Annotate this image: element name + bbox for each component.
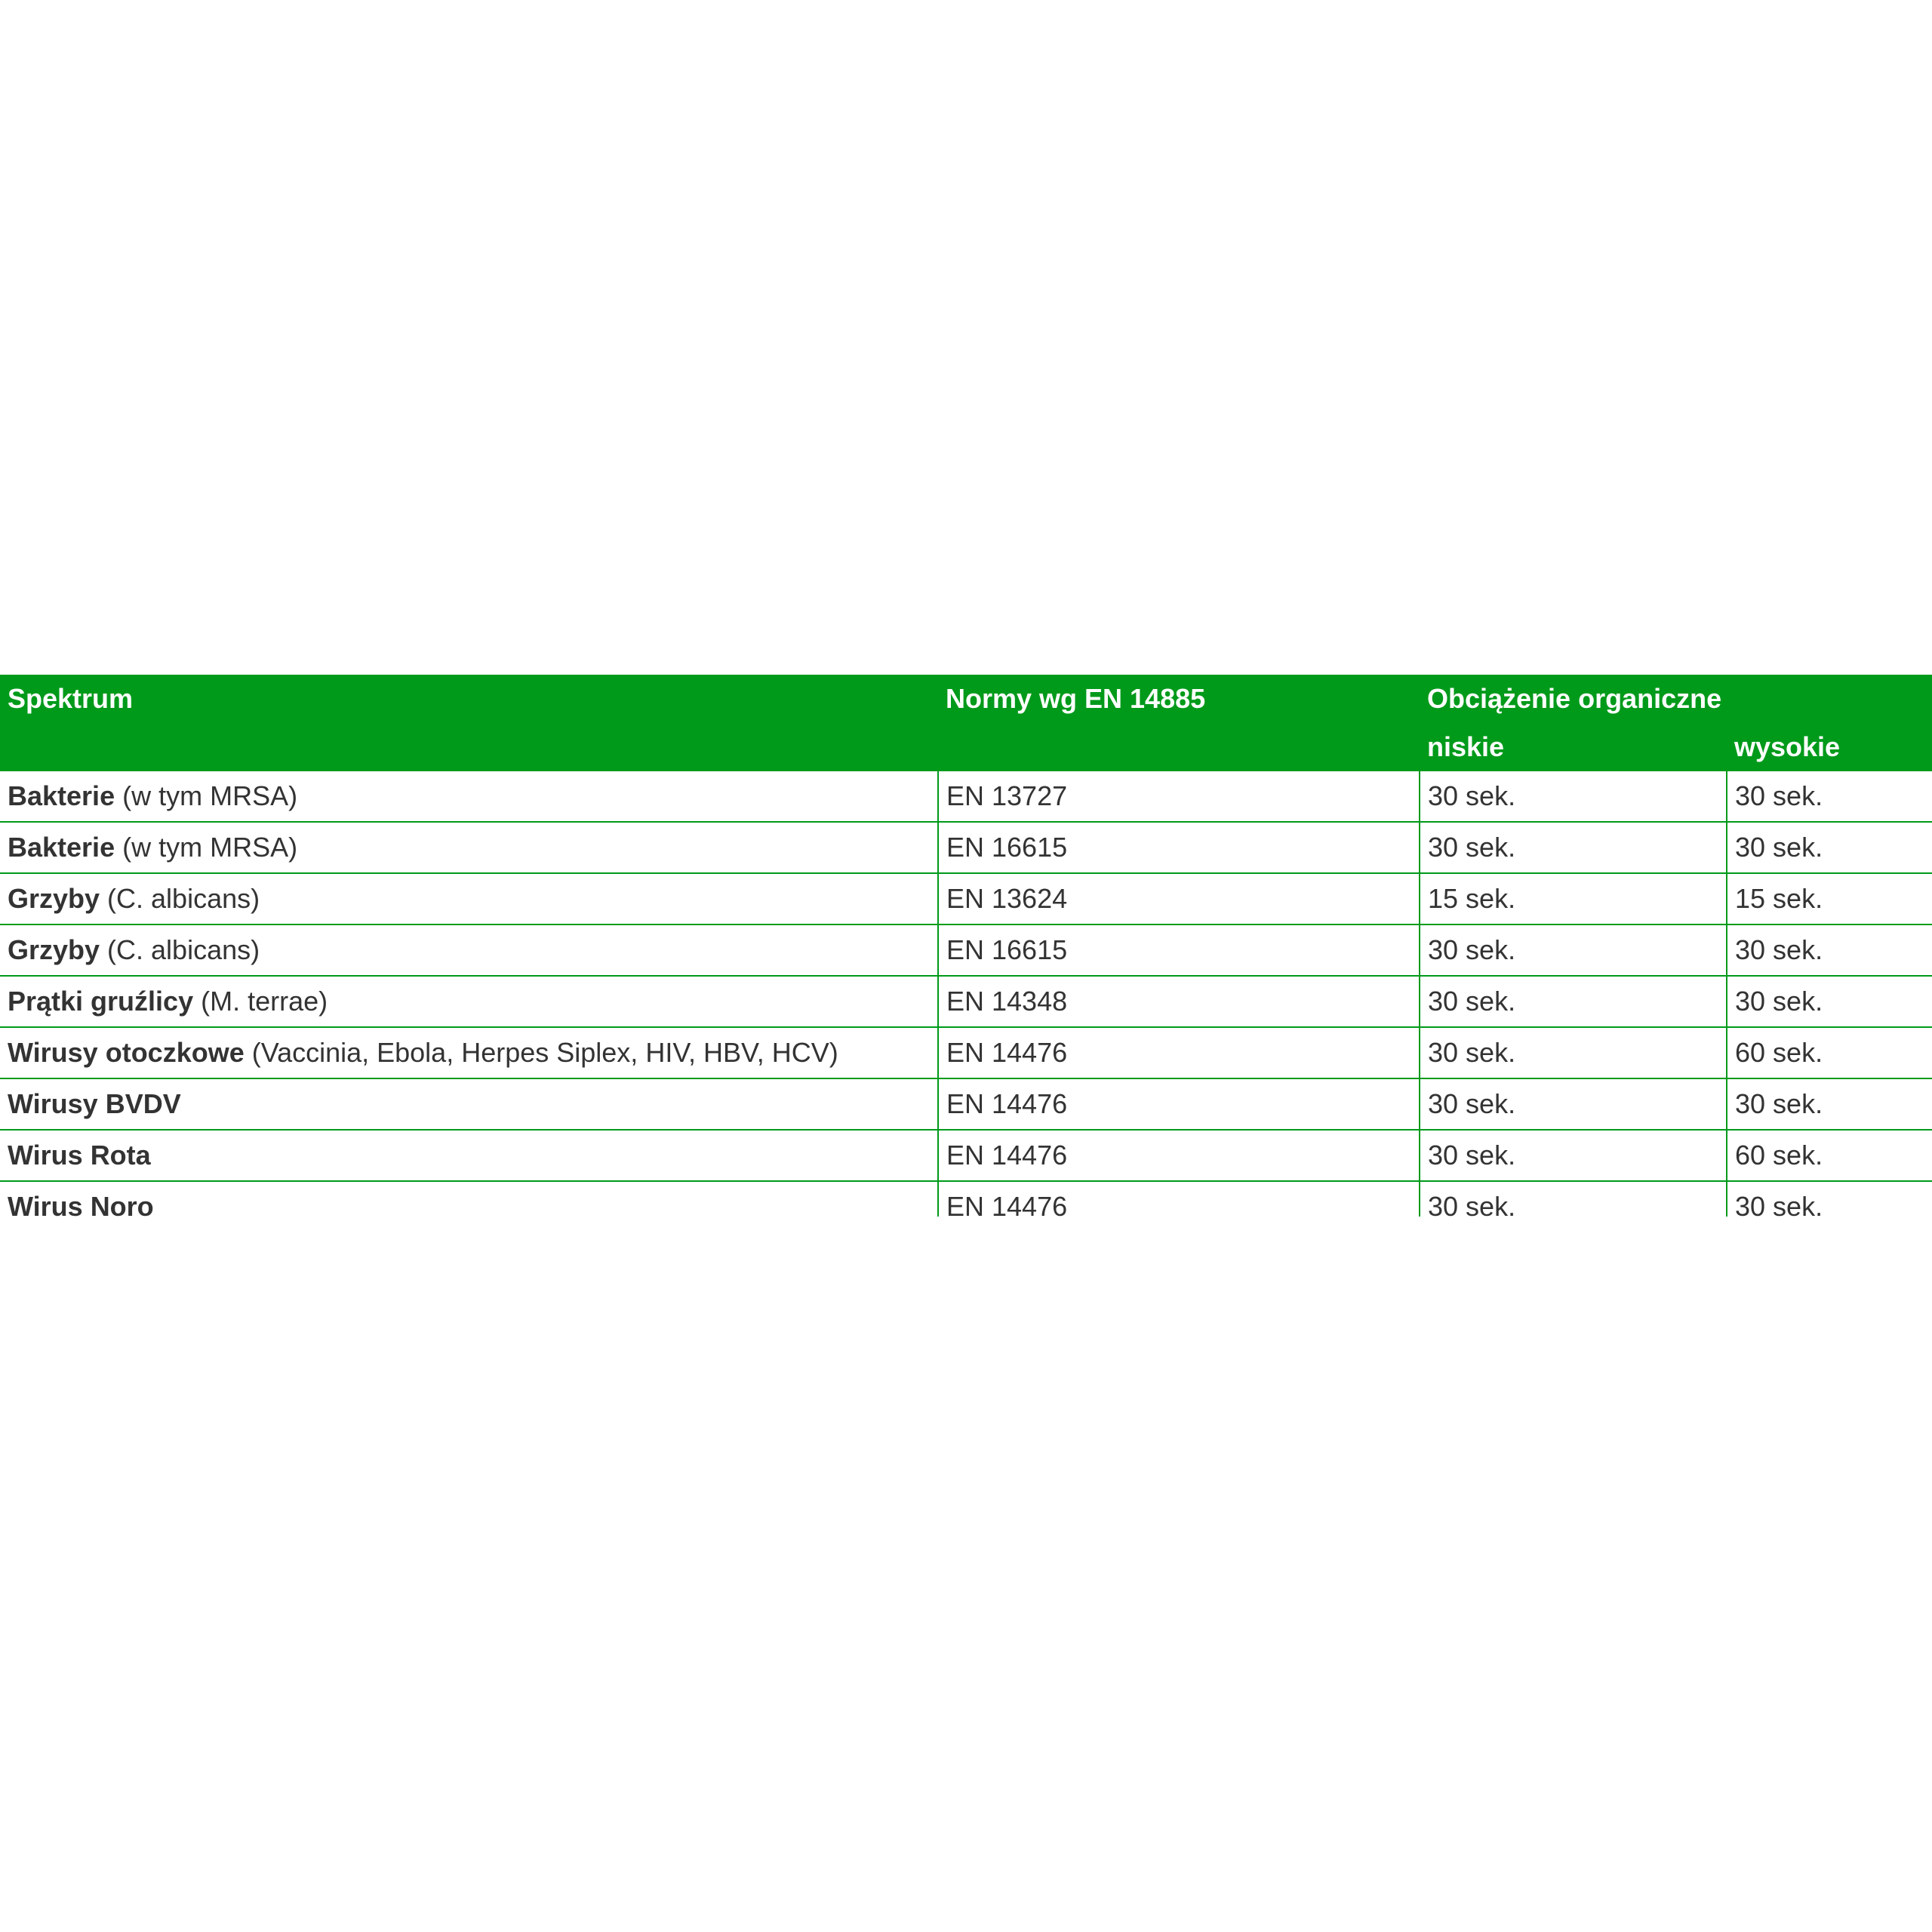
cell-low-load: 30 sek.	[1420, 924, 1727, 976]
table-row	[0, 822, 1932, 873]
cell-spektrum	[0, 873, 938, 924]
header-spacer-1	[0, 723, 938, 771]
cell-low-load: 15 sek.	[1420, 873, 1727, 924]
organism-name: Wirus Rota	[8, 1140, 151, 1171]
cell-norm: EN 13624	[938, 873, 1420, 924]
table-row	[0, 771, 1932, 822]
cell-high-load: 30 sek.	[1727, 924, 1932, 976]
cell-norm: EN 14476	[938, 1027, 1420, 1078]
organism-detail: (M. terrae)	[193, 986, 328, 1017]
header-niskie: niskie	[1420, 723, 1727, 771]
cell-spektrum	[0, 1130, 938, 1181]
table-body	[0, 771, 1932, 1217]
organism-detail: (w tym MRSA)	[115, 832, 298, 863]
organism-name: Wirusy otoczkowe	[8, 1037, 245, 1068]
cell-high-load: 60 sek.	[1727, 1027, 1932, 1078]
spectrum-table-container	[0, 675, 1932, 1217]
cell-low-load: 30 sek.	[1420, 822, 1727, 873]
cell-spektrum	[0, 1027, 938, 1078]
organism-detail: (w tym MRSA)	[115, 780, 298, 811]
cell-norm: EN 16615	[938, 822, 1420, 873]
header-normy: Normy wg EN 14885	[938, 675, 1420, 723]
organism-detail: (C. albicans)	[100, 883, 260, 914]
cell-spektrum	[0, 1078, 938, 1130]
header-spektrum: Spektrum	[0, 675, 938, 723]
organism-name: Prątki gruźlicy	[8, 986, 194, 1017]
cell-high-load: 60 sek.	[1727, 1130, 1932, 1181]
table-row	[0, 1130, 1932, 1181]
cell-high-load: 30 sek.	[1727, 771, 1932, 822]
cell-norm: EN 14348	[938, 976, 1420, 1027]
table-row	[0, 1181, 1932, 1217]
cell-norm: EN 14476	[938, 1078, 1420, 1130]
organism-name: Grzyby	[8, 883, 100, 914]
organism-name: Wirusy BVDV	[8, 1088, 181, 1119]
cell-spektrum	[0, 771, 938, 822]
table-row	[0, 1078, 1932, 1130]
cell-low-load: 30 sek.	[1420, 1027, 1727, 1078]
organism-detail: (C. albicans)	[100, 934, 260, 965]
cell-high-load: 15 sek.	[1727, 873, 1932, 924]
cell-high-load: 30 sek.	[1727, 976, 1932, 1027]
cell-high-load: 30 sek.	[1727, 822, 1932, 873]
cell-norm: EN 13727	[938, 771, 1420, 822]
cell-high-load: 30 sek.	[1727, 1078, 1932, 1130]
spectrum-table	[0, 675, 1932, 1217]
header-wysokie: wysokie	[1727, 723, 1932, 771]
table-row	[0, 924, 1932, 976]
organism-name: Wirus Noro	[8, 1191, 154, 1217]
table-header	[0, 675, 1932, 771]
organism-detail: (Vaccinia, Ebola, Herpes Siplex, HIV, HBV, HCV)	[244, 1037, 838, 1068]
organism-name: Grzyby	[8, 934, 100, 965]
table-row	[0, 976, 1932, 1027]
cell-spektrum	[0, 822, 938, 873]
header-spacer-2	[938, 723, 1420, 771]
cell-low-load: 30 sek.	[1420, 1130, 1727, 1181]
cell-low-load: 30 sek.	[1420, 976, 1727, 1027]
cell-norm: EN 14476	[938, 1130, 1420, 1181]
cell-low-load: 30 sek.	[1420, 771, 1727, 822]
header-obciazenie: Obciążenie organiczne	[1420, 675, 1932, 723]
table-row	[0, 1027, 1932, 1078]
cell-spektrum	[0, 924, 938, 976]
cell-spektrum	[0, 976, 938, 1027]
cell-spektrum	[0, 1181, 938, 1217]
cell-norm: EN 14476	[938, 1181, 1420, 1217]
cell-low-load: 30 sek.	[1420, 1078, 1727, 1130]
table-row	[0, 873, 1932, 924]
cell-norm: EN 16615	[938, 924, 1420, 976]
cell-low-load: 30 sek.	[1420, 1181, 1727, 1217]
organism-name: Bakterie	[8, 832, 115, 863]
organism-name: Bakterie	[8, 780, 115, 811]
cell-high-load: 30 sek.	[1727, 1181, 1932, 1217]
